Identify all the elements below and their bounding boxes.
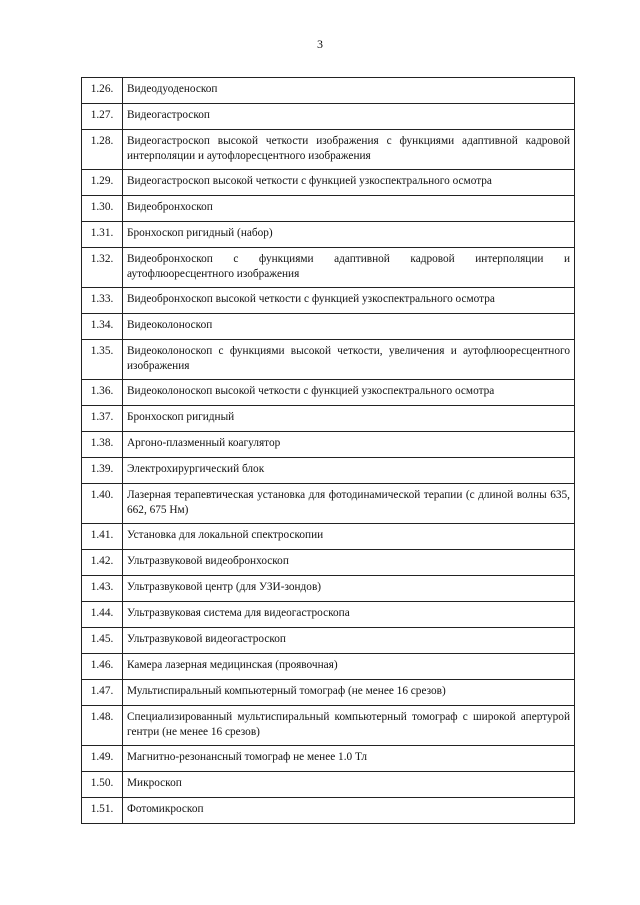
item-number: 1.45. xyxy=(82,628,123,654)
item-number: 1.51. xyxy=(82,798,123,824)
item-name: Аргоно-плазменный коагулятор xyxy=(123,432,575,458)
page-number: 3 xyxy=(317,37,323,51)
item-number: 1.47. xyxy=(82,680,123,706)
item-number: 1.42. xyxy=(82,550,123,576)
table-row xyxy=(82,550,575,576)
table-row xyxy=(82,680,575,706)
item-number: 1.36. xyxy=(82,380,123,406)
item-name: Видеогастроскоп xyxy=(123,104,575,130)
item-name: Видеоколоноскоп xyxy=(123,314,575,340)
item-number: 1.44. xyxy=(82,602,123,628)
item-number: 1.35. xyxy=(82,340,123,380)
table-row xyxy=(82,288,575,314)
table-row xyxy=(82,576,575,602)
item-name: Видеоколоноскоп с функциями высокой четкости, увеличения и аутофлюоресцентного изображения xyxy=(123,340,575,380)
item-name: Бронхоскоп ригидный xyxy=(123,406,575,432)
table-row xyxy=(82,798,575,824)
item-name: Специализированный мультиспиральный компьютерный томограф с широкой апертурой гентри (не менее 16 срезов) xyxy=(123,706,575,746)
item-name: Мультиспиральный компьютерный томограф (не менее 16 срезов) xyxy=(123,680,575,706)
item-name: Фотомикроскоп xyxy=(123,798,575,824)
item-name: Установка для локальной спектроскопии xyxy=(123,524,575,550)
item-number: 1.26. xyxy=(82,78,123,104)
item-name: Ультразвуковой видеобронхоскоп xyxy=(123,550,575,576)
item-name: Магнитно-резонансный томограф не менее 1.0 Тл xyxy=(123,746,575,772)
item-name: Электрохирургический блок xyxy=(123,458,575,484)
item-name: Лазерная терапевтическая установка для фотодинамической терапии (с длиной волны 635, 662, 675 Нм) xyxy=(123,484,575,524)
table-row xyxy=(82,170,575,196)
table-row xyxy=(82,314,575,340)
item-number: 1.48. xyxy=(82,706,123,746)
item-name: Видеогастроскоп высокой четкости с функцией узкоспектрального осмотра xyxy=(123,170,575,196)
table-row xyxy=(82,772,575,798)
table-row xyxy=(82,458,575,484)
item-number: 1.40. xyxy=(82,484,123,524)
table-row xyxy=(82,628,575,654)
item-number: 1.28. xyxy=(82,130,123,170)
table-row xyxy=(82,706,575,746)
item-name: Ультразвуковая система для видеогастроскопа xyxy=(123,602,575,628)
item-name: Видеобронхоскоп с функциями адаптивной кадровой интерполяции и аутофлюоресцентного изображения xyxy=(123,248,575,288)
item-number: 1.38. xyxy=(82,432,123,458)
table-row xyxy=(82,380,575,406)
item-number: 1.34. xyxy=(82,314,123,340)
equipment-table xyxy=(81,77,575,824)
table-row xyxy=(82,130,575,170)
table-row xyxy=(82,654,575,680)
table-row xyxy=(82,104,575,130)
table-row xyxy=(82,524,575,550)
item-number: 1.37. xyxy=(82,406,123,432)
table-row xyxy=(82,196,575,222)
item-number: 1.30. xyxy=(82,196,123,222)
item-number: 1.32. xyxy=(82,248,123,288)
item-number: 1.27. xyxy=(82,104,123,130)
table-row xyxy=(82,602,575,628)
item-number: 1.50. xyxy=(82,772,123,798)
item-name: Ультразвуковой центр (для УЗИ-зондов) xyxy=(123,576,575,602)
table-row xyxy=(82,746,575,772)
item-name: Видеодуоденоскоп xyxy=(123,78,575,104)
item-number: 1.46. xyxy=(82,654,123,680)
item-number: 1.31. xyxy=(82,222,123,248)
table-row xyxy=(82,432,575,458)
item-name: Видеобронхоскоп высокой четкости с функцией узкоспектрального осмотра xyxy=(123,288,575,314)
item-name: Видеобронхоскоп xyxy=(123,196,575,222)
item-name: Видеоколоноскоп высокой четкости с функцией узкоспектрального осмотра xyxy=(123,380,575,406)
table-row xyxy=(82,406,575,432)
table-row xyxy=(82,222,575,248)
table-row xyxy=(82,78,575,104)
item-number: 1.39. xyxy=(82,458,123,484)
item-name: Микроскоп xyxy=(123,772,575,798)
item-number: 1.33. xyxy=(82,288,123,314)
item-number: 1.43. xyxy=(82,576,123,602)
table-row xyxy=(82,340,575,380)
table-row xyxy=(82,484,575,524)
item-number: 1.29. xyxy=(82,170,123,196)
item-number: 1.49. xyxy=(82,746,123,772)
item-name: Камера лазерная медицинская (проявочная) xyxy=(123,654,575,680)
item-name: Видеогастроскоп высокой четкости изображения с функциями адаптивной кадровой интерполяции и аутофлоресцентного изображения xyxy=(123,130,575,170)
equipment-table-body xyxy=(82,78,575,824)
table-row xyxy=(82,248,575,288)
item-number: 1.41. xyxy=(82,524,123,550)
item-name: Ультразвуковой видеогастроскоп xyxy=(123,628,575,654)
item-name: Бронхоскоп ригидный (набор) xyxy=(123,222,575,248)
